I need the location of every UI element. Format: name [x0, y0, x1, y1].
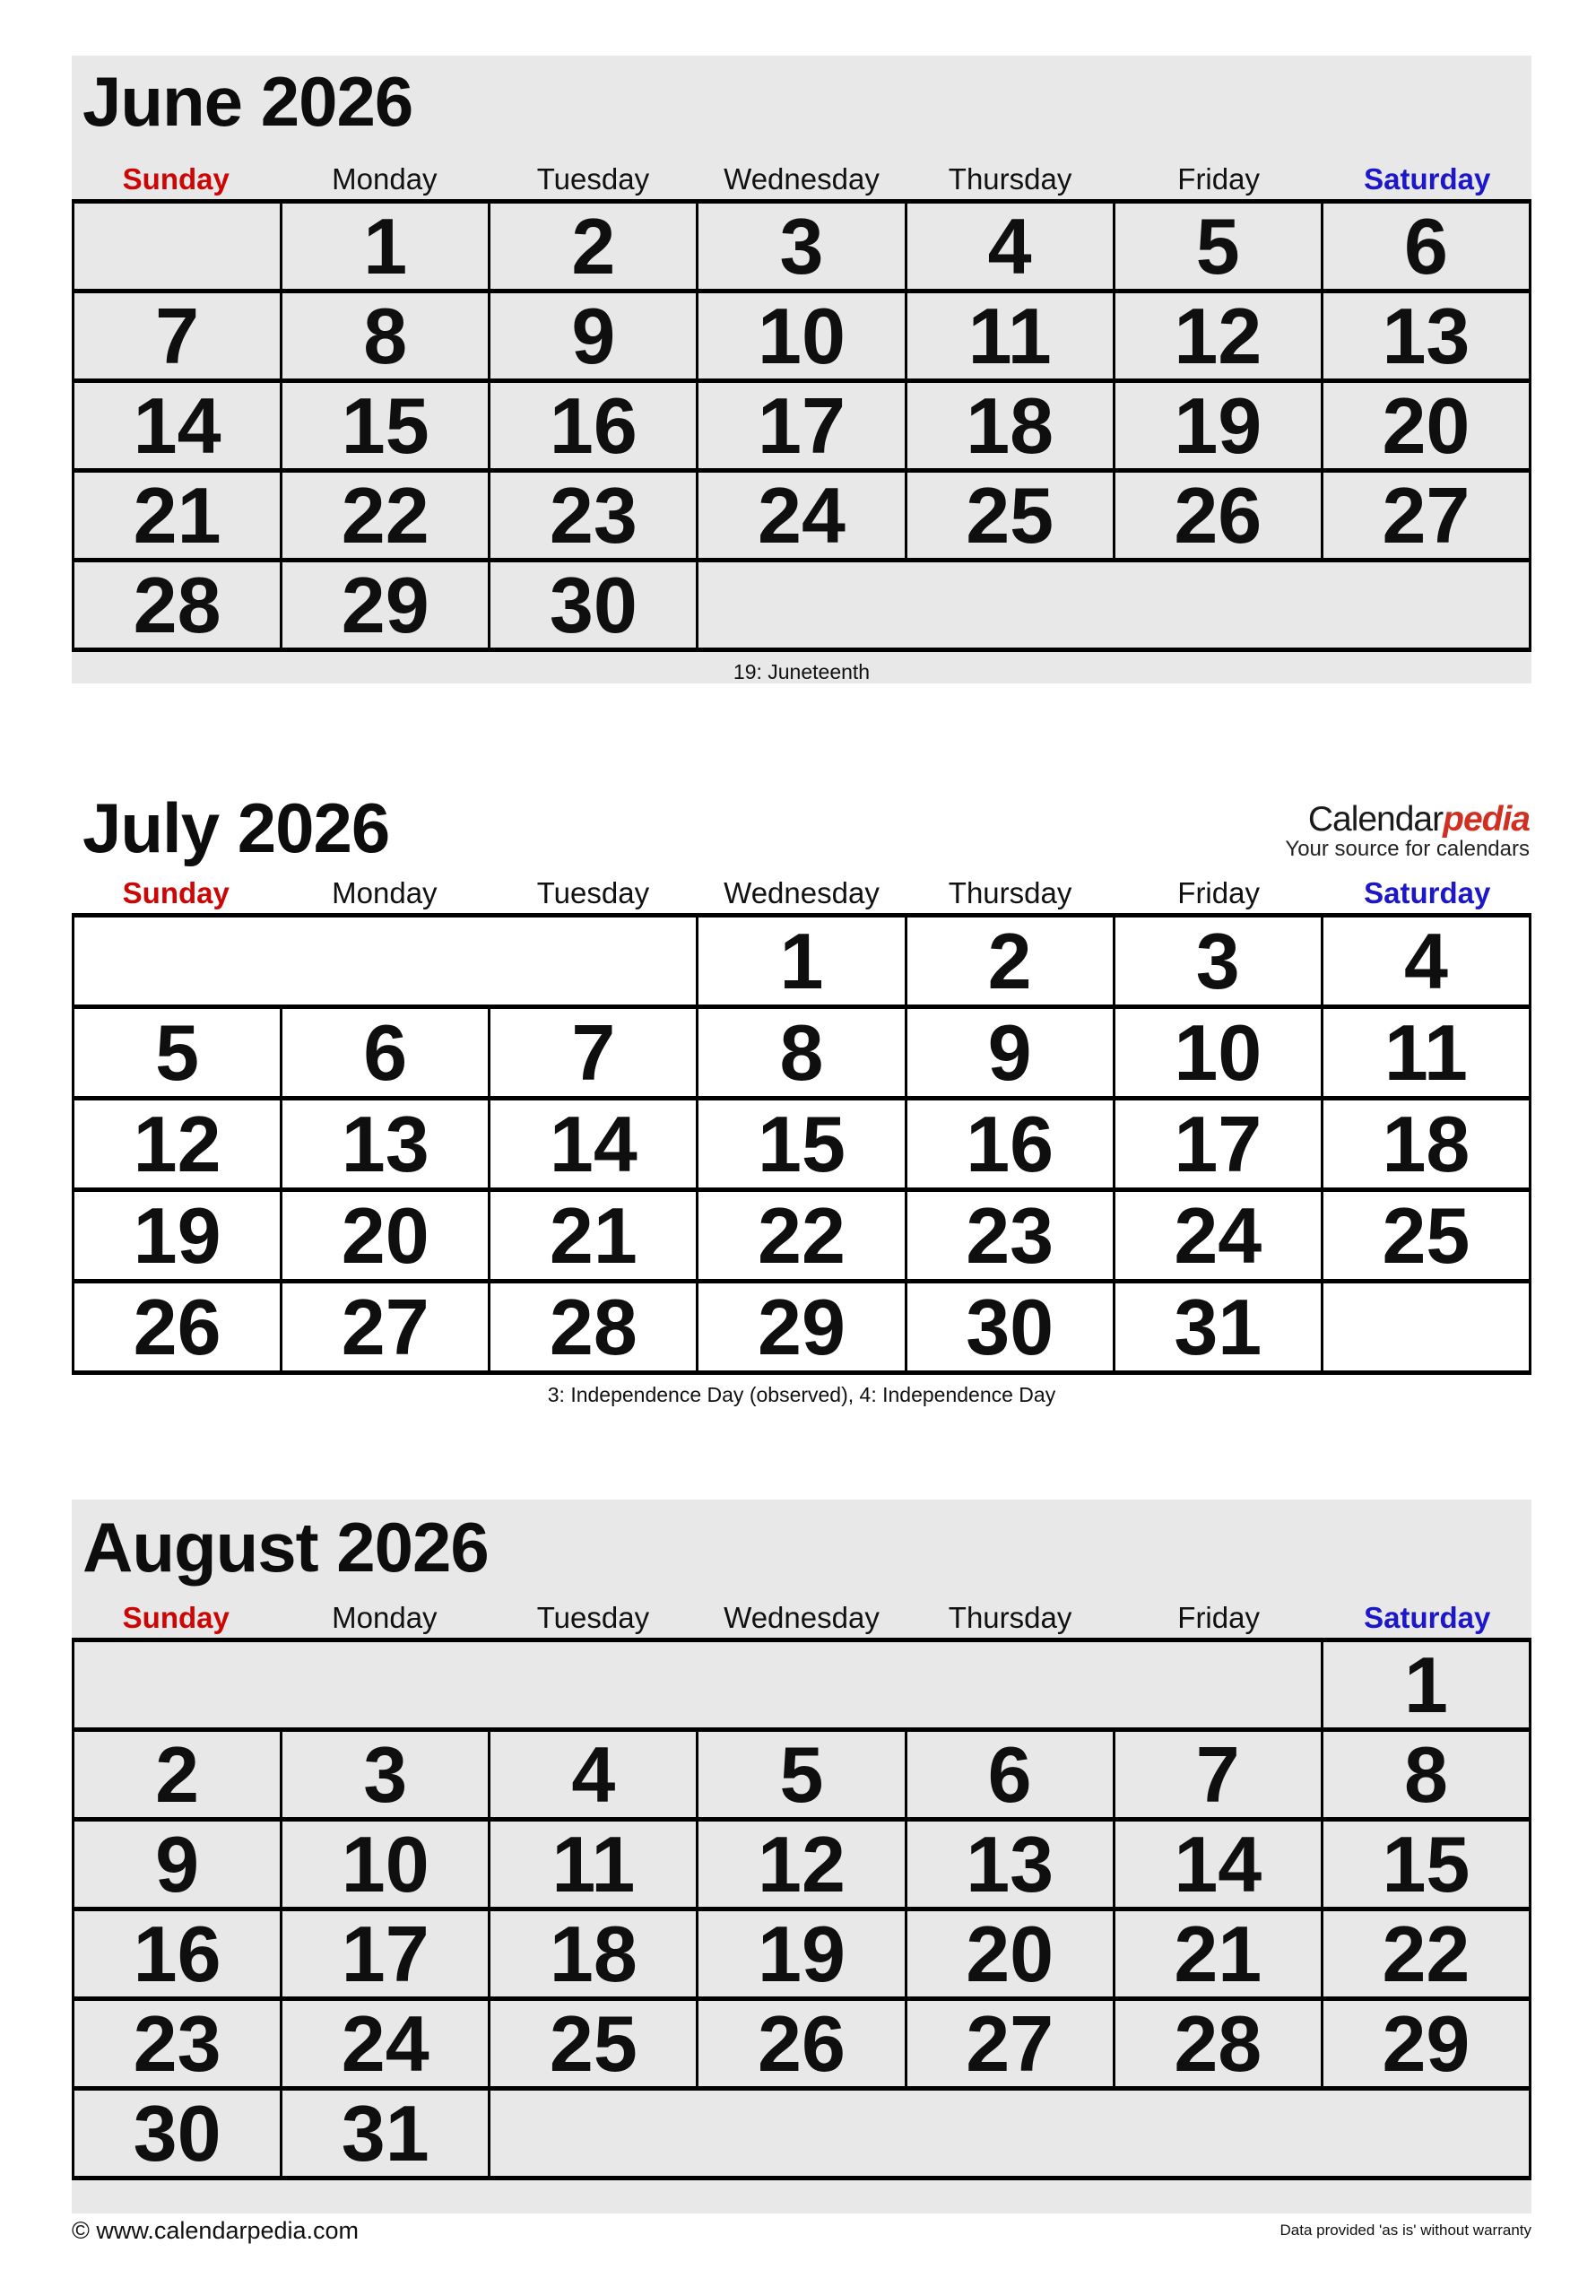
- week-row: [74, 1820, 1531, 1909]
- day-cell: 2: [490, 202, 698, 291]
- day-cell: 20: [282, 1190, 490, 1282]
- weekday-header-row: [72, 161, 1531, 199]
- empty-cell: [74, 1640, 1323, 1730]
- day-cell: 11: [490, 1820, 698, 1909]
- week-row: [74, 561, 1531, 650]
- day-cell: 17: [1114, 1099, 1322, 1190]
- weekday-label: Wednesday: [724, 162, 880, 196]
- weekday-label: Sunday: [122, 1601, 230, 1634]
- weekday-label: Tuesday: [536, 162, 650, 196]
- day-cell: 8: [1322, 1730, 1530, 1820]
- calendarpedia-logo: [1285, 789, 1531, 861]
- day-cell: 10: [698, 291, 906, 381]
- weekday-label: Sunday: [122, 876, 230, 909]
- day-cell: 18: [490, 1909, 698, 1999]
- weekday-header-row: [72, 1599, 1531, 1638]
- week-row: [74, 381, 1531, 471]
- day-cell: 16: [74, 1909, 282, 1999]
- day-cell: 13: [906, 1820, 1114, 1909]
- empty-cell: [698, 561, 1531, 650]
- day-cell: 31: [282, 2089, 490, 2179]
- day-cell: 31: [1114, 1282, 1322, 1373]
- week-row: [74, 202, 1531, 291]
- day-cell: 7: [490, 1007, 698, 1099]
- disclaimer-text: Data provided 'as is' without warranty: [1279, 2222, 1531, 2239]
- day-cell: 6: [1322, 202, 1530, 291]
- month-grid: [72, 913, 1531, 1375]
- day-cell: 4: [1322, 916, 1530, 1007]
- week-row: [74, 1099, 1531, 1190]
- day-cell: 1: [698, 916, 906, 1007]
- weekday-label: Wednesday: [724, 1601, 880, 1634]
- holiday-note: 3: Independence Day (observed), 4: Independence Day: [547, 1383, 1056, 1406]
- day-cell: 3: [282, 1730, 490, 1820]
- week-row: [74, 471, 1531, 561]
- day-cell: 27: [1322, 471, 1530, 561]
- month-title: June 2026: [82, 62, 413, 141]
- day-cell: 22: [1322, 1909, 1530, 1999]
- day-cell: 20: [1322, 381, 1530, 471]
- day-cell: 30: [490, 561, 698, 650]
- month-title: August 2026: [82, 1508, 489, 1587]
- weekday-label: Friday: [1177, 876, 1260, 909]
- day-cell: 7: [74, 291, 282, 381]
- day-cell: 7: [1114, 1730, 1322, 1820]
- day-cell: 24: [282, 1999, 490, 2089]
- day-cell: 26: [698, 1999, 906, 2089]
- day-cell: 21: [1114, 1909, 1322, 1999]
- day-cell: 30: [74, 2089, 282, 2179]
- day-cell: 26: [1114, 471, 1322, 561]
- day-cell: 15: [1322, 1820, 1530, 1909]
- day-cell: 29: [698, 1282, 906, 1373]
- day-cell: 16: [490, 381, 698, 471]
- page-footer: [72, 2217, 1531, 2245]
- day-cell: 25: [906, 471, 1114, 561]
- weekday-label: Saturday: [1364, 162, 1491, 196]
- day-cell: 16: [906, 1099, 1114, 1190]
- week-row: [74, 916, 1531, 1007]
- day-cell: 14: [490, 1099, 698, 1190]
- day-cell: 29: [282, 561, 490, 650]
- day-cell: 19: [698, 1909, 906, 1999]
- day-cell: 11: [906, 291, 1114, 381]
- day-cell: 4: [906, 202, 1114, 291]
- day-cell: 12: [698, 1820, 906, 1909]
- empty-cell: [74, 916, 698, 1007]
- weekday-label: Thursday: [948, 876, 1072, 909]
- weekday-label: Saturday: [1364, 1601, 1491, 1634]
- day-cell: 2: [906, 916, 1114, 1007]
- week-row: [74, 1282, 1531, 1373]
- day-cell: 1: [282, 202, 490, 291]
- month-section-august: [72, 1500, 1531, 2213]
- day-cell: 3: [1114, 916, 1322, 1007]
- day-cell: 10: [282, 1820, 490, 1909]
- day-cell: 15: [282, 381, 490, 471]
- weekday-label: Wednesday: [724, 876, 880, 909]
- weekday-label: Friday: [1177, 162, 1260, 196]
- logo-text-red: pedia: [1443, 800, 1530, 839]
- week-row: [74, 291, 1531, 381]
- day-cell: 9: [74, 1820, 282, 1909]
- day-cell: 8: [698, 1007, 906, 1099]
- weekday-label: Saturday: [1364, 876, 1491, 909]
- day-cell: 9: [906, 1007, 1114, 1099]
- day-cell: 12: [74, 1099, 282, 1190]
- week-row: [74, 2089, 1531, 2179]
- weekday-label: Friday: [1177, 1601, 1260, 1634]
- weekday-label: Thursday: [948, 162, 1072, 196]
- day-cell: 19: [1114, 381, 1322, 471]
- logo-text-black: Calendar: [1307, 800, 1444, 839]
- day-cell: 21: [74, 471, 282, 561]
- day-cell: 20: [906, 1909, 1114, 1999]
- day-cell: 28: [490, 1282, 698, 1373]
- month-header: [72, 1509, 1531, 1587]
- day-cell: 2: [74, 1730, 282, 1820]
- month-header: [72, 789, 1531, 867]
- day-cell: 14: [74, 381, 282, 471]
- weekday-header-row: [72, 874, 1531, 913]
- day-cell: 24: [1114, 1190, 1322, 1282]
- day-cell: 24: [698, 471, 906, 561]
- weekday-label: Monday: [332, 162, 438, 196]
- week-row: [74, 1909, 1531, 1999]
- day-cell: 3: [698, 202, 906, 291]
- logo-text: [1285, 802, 1530, 838]
- day-cell: 23: [490, 471, 698, 561]
- day-cell: 22: [282, 471, 490, 561]
- day-cell: 6: [906, 1730, 1114, 1820]
- day-cell: 13: [1322, 291, 1530, 381]
- day-cell: 18: [1322, 1099, 1530, 1190]
- day-cell: 25: [490, 1999, 698, 2089]
- weekday-label: Tuesday: [536, 876, 650, 909]
- day-cell: 21: [490, 1190, 698, 1282]
- day-cell: 27: [282, 1282, 490, 1373]
- day-cell: 27: [906, 1999, 1114, 2089]
- week-row: [74, 1999, 1531, 2089]
- day-cell: 23: [74, 1999, 282, 2089]
- month-grid: [72, 199, 1531, 652]
- week-row: [74, 1190, 1531, 1282]
- day-cell: 25: [1322, 1190, 1530, 1282]
- day-cell: 19: [74, 1190, 282, 1282]
- day-cell: 13: [282, 1099, 490, 1190]
- day-cell: 28: [1114, 1999, 1322, 2089]
- day-cell: 18: [906, 381, 1114, 471]
- weekday-label: Thursday: [948, 1601, 1072, 1634]
- day-cell: 26: [74, 1282, 282, 1373]
- day-cell: 28: [74, 561, 282, 650]
- day-cell: 5: [74, 1007, 282, 1099]
- week-row: [74, 1007, 1531, 1099]
- week-row: [74, 1730, 1531, 1820]
- month-header: [72, 63, 1531, 141]
- day-cell: 22: [698, 1190, 906, 1282]
- copyright-text: © www.calendarpedia.com: [72, 2217, 360, 2244]
- day-cell: 23: [906, 1190, 1114, 1282]
- day-cell: 4: [490, 1730, 698, 1820]
- day-cell: 5: [698, 1730, 906, 1820]
- day-cell: 9: [490, 291, 698, 381]
- day-cell: 15: [698, 1099, 906, 1190]
- day-cell: 5: [1114, 202, 1322, 291]
- month-section-june: [72, 56, 1531, 683]
- month-title: July 2026: [82, 788, 390, 867]
- day-cell: 17: [698, 381, 906, 471]
- empty-cell: [74, 202, 282, 291]
- weekday-label: Sunday: [122, 162, 230, 196]
- day-cell: 29: [1322, 1999, 1530, 2089]
- empty-cell: [1322, 1282, 1530, 1373]
- day-cell: 11: [1322, 1007, 1530, 1099]
- month-grid: [72, 1638, 1531, 2180]
- day-cell: 30: [906, 1282, 1114, 1373]
- holiday-note: 19: Juneteenth: [733, 660, 871, 683]
- week-row: [74, 1640, 1531, 1730]
- day-cell: 12: [1114, 291, 1322, 381]
- weekday-label: Tuesday: [536, 1601, 650, 1634]
- empty-cell: [490, 2089, 1531, 2179]
- day-cell: 14: [1114, 1820, 1322, 1909]
- logo-tagline: Your source for calendars: [1285, 837, 1530, 861]
- day-cell: 17: [282, 1909, 490, 1999]
- weekday-label: Monday: [332, 1601, 438, 1634]
- day-cell: 1: [1322, 1640, 1530, 1730]
- day-cell: 10: [1114, 1007, 1322, 1099]
- day-cell: 6: [282, 1007, 490, 1099]
- month-section-july: [72, 786, 1531, 1407]
- weekday-label: Monday: [332, 876, 438, 909]
- day-cell: 8: [282, 291, 490, 381]
